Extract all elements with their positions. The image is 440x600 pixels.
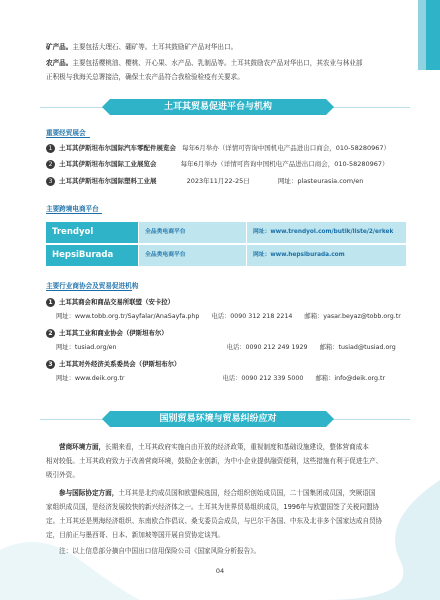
- association-contact: [56, 373, 385, 382]
- source-note: 注：以上信息部分摘自中国出口信用保险公司《国家风险分析报告》。: [59, 547, 261, 555]
- platform-desc: 全品类电商平台: [139, 245, 246, 266]
- exhibitions-heading: 重要经贸展会: [46, 129, 86, 137]
- association-mail[interactable]: 邮箱：info@deik.org.tr: [315, 375, 386, 382]
- association-site[interactable]: 网址：www.tobb.org.tr/Sayfalar/AnaSayfa.php: [56, 313, 200, 320]
- association-contact: [56, 342, 396, 351]
- ecommerce-row: [46, 245, 406, 266]
- association-title: 3 土耳其对外经济关系委员会（伊斯坦布尔）: [46, 359, 180, 369]
- platform-desc: 全品类电商平台: [139, 222, 246, 243]
- mineral-paragraph: 矿产品。主要包括大理石、硼矿等。土耳其鼓励矿产品对华出口。: [46, 43, 238, 51]
- association-contact: [56, 311, 401, 320]
- association-title: 2 土耳其工业和商业协会（伊斯坦布尔）: [46, 328, 168, 338]
- association-tel: 电话：0090 312 218 2214: [211, 313, 293, 320]
- association-tel: 电话：0090 212 339 5000: [222, 375, 304, 382]
- exhibition-item: 2 土耳其伊斯坦布尔国际工业展览会 每年6月举办（详情可咨询中国机电产品进出口商会，010-58280967）: [46, 159, 389, 169]
- platform-name: HepsiBurada: [46, 245, 138, 266]
- association-site[interactable]: 网址：tusiad.org/en: [56, 344, 117, 351]
- intl-agreements-paragraph: 参与国际协定方面，土耳其是北约成员国和欧盟候选国，经合组织创始成员国，二十国集团成员国，突厥语国 家组织成员国，是经济发展较快的新兴经济体之一。土耳其为世界贸易组织成员，1996年与欧盟国签了关税同盟协 定。土耳其还是黑海经济组织、东南欧合作倡议、桑戈委员会成员，与巴尔干各国、中东及北非多个国家达成自贸协 定，目前正与墨西哥、日本、新加坡等国开展自贸协定谈判。: [46, 489, 383, 539]
- exhibition-item: 3 土耳其伊斯坦布尔国际塑料工业展 2023年11月22-25日 网址：plasteurasia.com/en: [46, 176, 363, 186]
- association-mail[interactable]: 邮箱：tusiad@tusiad.org: [319, 344, 396, 351]
- section-banner-trade-environment: [110, 409, 326, 429]
- ecommerce-heading: 主要跨境电商平台: [46, 205, 99, 213]
- associations-underline: [46, 290, 132, 291]
- platform-url[interactable]: 网址：www.hepsiburada.com: [247, 245, 406, 266]
- agri-paragraph: 农产品。主要包括樱桃油、樱桃、开心果、水产品、乳制品等。土耳其鼓励农产品对华出口，其农业与林业部 正积极与我海关总署接洽，确保土农产品符合我检验检疫有关要求。: [46, 59, 363, 81]
- ecommerce-row: [46, 222, 406, 243]
- corner-decoration: [418, 0, 440, 70]
- ecommerce-table: [46, 222, 406, 268]
- exhibition-item: 1 土耳其伊斯坦布尔国际汽车零配件展览会 每年6月举办（详情可咨询中国机电产品进出口商会，010-58280967）: [46, 143, 390, 153]
- association-site[interactable]: 网址：www.deik.org.tr: [56, 375, 125, 382]
- section-title: 国别贸易环境与贸易纠纷应对: [159, 414, 277, 424]
- association-mail[interactable]: 邮箱：yasar.beyaz@tobb.org.tr: [304, 313, 401, 320]
- platform-url[interactable]: 网址：www.trendyol.com/butik/liste/2/erkek: [247, 222, 406, 243]
- business-env-paragraph: 营商环境方面，长期来看，土耳其政府实施自由开放的经济政策，重视制度和基础设施建设，整体营商成本 相对较低。土耳其政府致力于改善营商环境，鼓励企业创新，为中小企业提供融资便利，这些措施有利于促进生产、 吸引外资。: [46, 443, 383, 479]
- section-title: 土耳其贸易促进平台与机构: [163, 102, 272, 112]
- ecommerce-underline: [46, 213, 102, 214]
- association-title: 1 土耳其商会和商品交易所联盟（安卡拉）: [46, 297, 174, 307]
- exhibitions-underline: [46, 137, 90, 138]
- page-number: 04: [215, 567, 225, 575]
- platform-name: Trendyol: [46, 222, 138, 243]
- associations-heading: 主要行业商协会及贸易促进机构: [46, 282, 139, 290]
- association-tel: 电话：0090 212 249 1929: [226, 344, 308, 351]
- section-banner-trade-platforms: [110, 97, 326, 117]
